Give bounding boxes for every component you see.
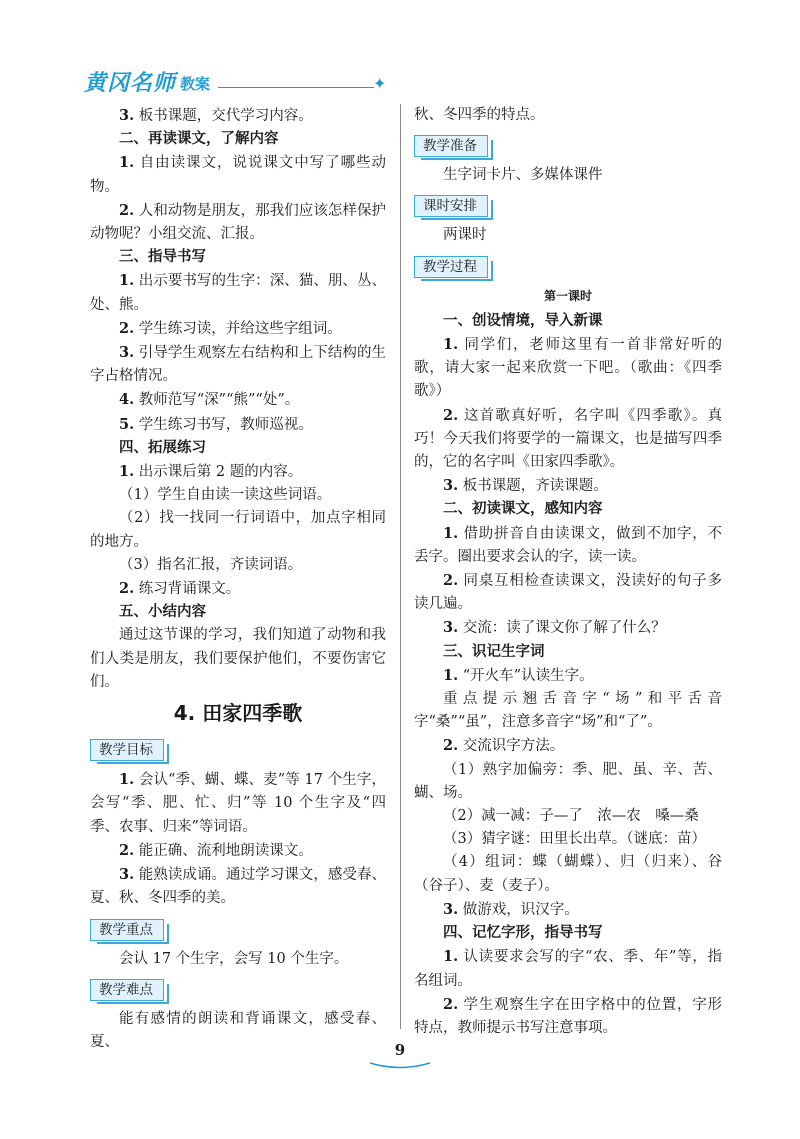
paragraph: 4. 教师范写“深”“熊”“处”。 [119, 391, 300, 409]
paragraph: 2. 同桌互相检查读课文，没读好的句子多读几遍。 [414, 572, 722, 613]
section-heading: 二、初读课文，感知内容 [443, 501, 603, 518]
paragraph: 能有感情的朗读和背诵课文，感受春、夏、 [90, 1010, 386, 1050]
page-header [84, 66, 387, 100]
section-tag: 课时安排 [414, 195, 722, 217]
section-tag: 教学难点 [90, 979, 386, 1001]
paragraph: 通过这节课的学习，我们知道了动物和我们人类是朋友，我们要保护他们，不要伤害它们。 [90, 627, 386, 690]
lesson-title: 4. 田家四季歌 [173, 701, 303, 726]
paragraph: 生字词卡片、多媒体课件 [443, 167, 603, 184]
lesson-period: 第一课时 [543, 288, 592, 303]
paragraph: 2. 人和动物是朋友，那我们应该怎样保护动物呢？小组交流、汇报。 [90, 201, 386, 243]
header-rule [218, 87, 374, 88]
brand-logo: 黄冈名师 [84, 71, 177, 96]
section-heading: 三、指导书写 [119, 249, 206, 266]
page-number-swoosh-icon [368, 1060, 432, 1070]
paragraph: 2. 学生练习读，并给这些字组词。 [119, 319, 342, 337]
paragraph: （4）组词：蝶（蝴蝶）、归（归来）、谷（谷子）、麦（麦子）。 [414, 854, 722, 894]
paragraph: 1. 会认“季、蝴、蝶、麦”等 17 个生字，会写“季、肥、忙、归”等 10 个生字及“四季、农事、归来”等词语。 [90, 771, 386, 835]
section-heading: 五、小结内容 [119, 604, 206, 621]
left-column [90, 104, 386, 1054]
paragraph: 2. 能正确、流利地朗读课文。 [119, 841, 313, 859]
sparkle-icon: ✦ [373, 74, 387, 93]
paragraph: 重点提示翘舌音字“场”和平舌音字“桑”“虽”，注意多音字“场”和“了”。 [414, 691, 722, 731]
section-heading: 二、再读课文，了解内容 [119, 131, 279, 148]
paragraph: 秋、冬四季的特点。 [414, 107, 545, 123]
paragraph: 1. 认读要求会写的字“农、季、年”等，指名组词。 [414, 948, 722, 989]
paragraph: 3. 引导学生观察左右结构和上下结构的生字占格情况。 [90, 344, 386, 385]
paragraph: （1）熟字加偏旁：季、肥、虽、辛、苦、蝴、场。 [414, 761, 722, 801]
section-tag: 教学目标 [90, 739, 386, 761]
paragraph: 1. 借助拼音自由读课文，做到不加字，不丢字。圈出要求会认的字，读一读。 [414, 524, 722, 565]
section-heading: 一、创设情境，导入新课 [443, 312, 603, 329]
paragraph: 2. 这首歌真好听，名字叫《四季歌》。真巧！今天我们将要学的一篇课文，也是描写四季的，它的名字叫《田家四季歌》。 [414, 406, 722, 471]
paragraph: 1. “开火车”认读生字。 [443, 666, 594, 684]
paragraph: 1. 出示课后第 2 题的内容。 [119, 463, 303, 481]
paragraph: 3. 能熟读成诵。通过学习课文，感受春、夏、秋、冬四季的美。 [90, 866, 386, 907]
paragraph: （2）找一找同一行词语中，加点字相同的地方。 [90, 510, 386, 550]
paragraph: （1）学生自由读一读这些词语。 [119, 487, 332, 504]
section-heading: 四、记忆字形，指导书写 [443, 925, 603, 942]
section-tag: 教学过程 [414, 256, 722, 278]
page-footer [0, 1040, 800, 1059]
paragraph: 2. 学生观察生字在田字格中的位置，字形特点，教师提示书写注意事项。 [414, 995, 722, 1036]
page-number: 9 [394, 1041, 406, 1059]
paragraph: 3. 板书课题，齐读课题。 [443, 477, 608, 495]
section-tag: 教学重点 [90, 919, 386, 941]
paragraph: 3. 板书课题，交代学习内容。 [119, 107, 313, 124]
paragraph: 5. 学生练习书写，教师巡视。 [119, 415, 313, 433]
section-tag: 教学准备 [414, 135, 722, 157]
paragraph: 会认 17 个生字，会写 10 个生字。 [119, 950, 349, 967]
paragraph: 2. 练习背诵课文。 [119, 580, 241, 598]
right-column [414, 104, 722, 1040]
paragraph: 2. 交流识字方法。 [443, 737, 565, 755]
section-heading: 四、拓展练习 [119, 439, 206, 456]
paragraph: （3）猜字谜：田里长出草。（谜底：苗） [443, 831, 706, 848]
column-divider [400, 104, 401, 1029]
paragraph: 1. 出示要书写的生字：深、猫、朋、丛、处、熊。 [90, 272, 386, 313]
brand-subtitle: 教案 [180, 75, 211, 93]
paragraph: 两课时 [443, 227, 487, 244]
paragraph: 3. 交流：读了课文你了解了什么？ [443, 619, 666, 637]
paragraph: （3）指名汇报，齐读词语。 [119, 556, 303, 573]
paragraph: （2）减一减：子—了 浓—农 嗓—桑 [443, 808, 699, 825]
paragraph: 1. 同学们，老师这里有一首非常好听的歌，请大家一起来欣赏一下吧。（歌曲：《四季歌》） [414, 336, 722, 400]
paragraph: 3. 做游戏，识汉字。 [443, 900, 579, 918]
section-heading: 三、识记生字词 [443, 643, 545, 660]
paragraph: 1. 自由读课文，说说课文中写了哪些动物。 [90, 154, 386, 195]
